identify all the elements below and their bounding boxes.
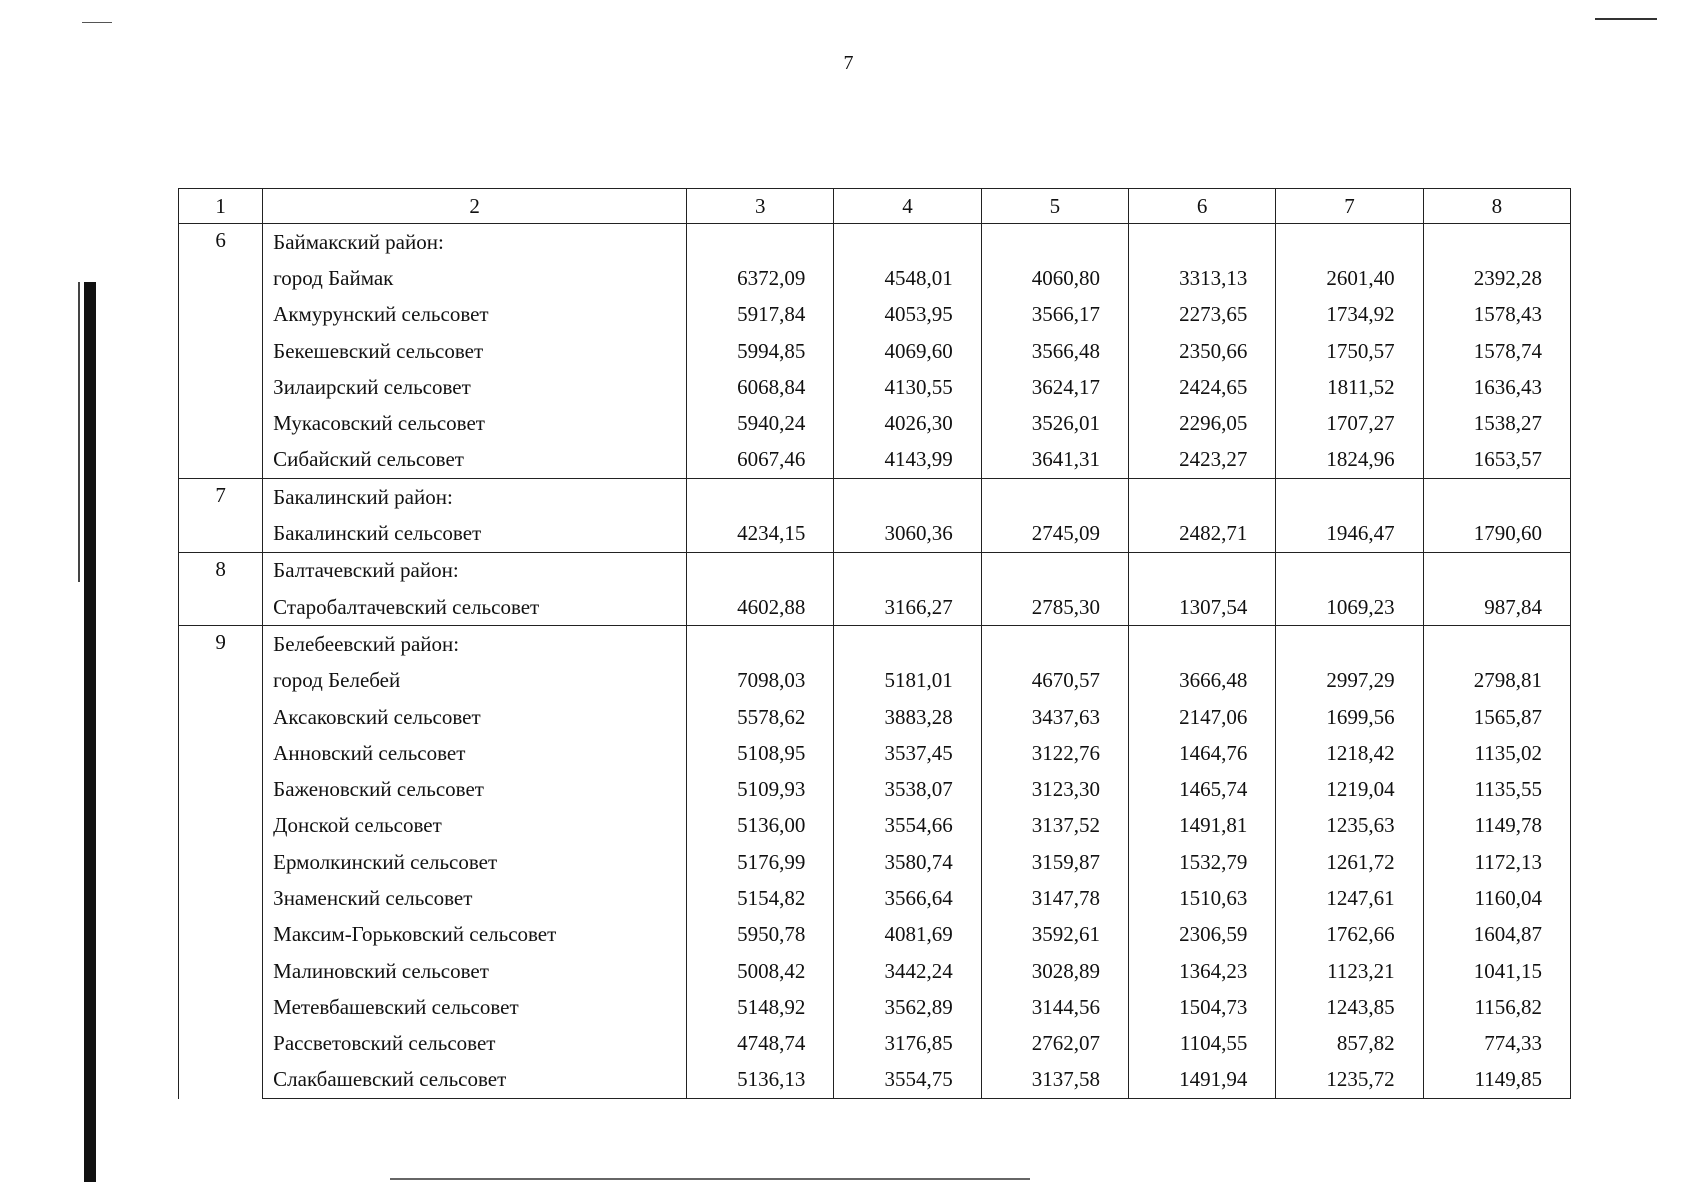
table-row xyxy=(179,917,1571,953)
district-number: 9 xyxy=(179,626,263,1099)
value-cell: 6372,09 xyxy=(687,260,834,296)
value-cell: 2745,09 xyxy=(981,515,1128,552)
value-cell: 5154,82 xyxy=(687,880,834,916)
settlement-name: Ермолкинский сельсовет xyxy=(263,844,687,880)
value-cell: 3580,74 xyxy=(834,844,981,880)
value-cell: 3566,64 xyxy=(834,880,981,916)
empty-cell xyxy=(834,479,981,516)
settlement-name: Мукасовский сельсовет xyxy=(263,405,687,441)
district-heading-row xyxy=(179,479,1571,516)
table-row xyxy=(179,699,1571,735)
value-cell: 1532,79 xyxy=(1129,844,1276,880)
value-cell: 1811,52 xyxy=(1276,369,1423,405)
value-cell: 1069,23 xyxy=(1276,589,1423,626)
value-cell: 1041,15 xyxy=(1423,953,1570,989)
value-cell: 3624,17 xyxy=(981,369,1128,405)
district-name: Баймакский район: xyxy=(263,224,687,261)
value-cell: 5136,00 xyxy=(687,808,834,844)
value-cell: 2147,06 xyxy=(1129,699,1276,735)
column-header: 3 xyxy=(687,189,834,224)
value-cell: 987,84 xyxy=(1423,589,1570,626)
value-cell: 3566,48 xyxy=(981,333,1128,369)
value-cell: 1538,27 xyxy=(1423,405,1570,441)
value-cell: 4670,57 xyxy=(981,663,1128,699)
column-header: 2 xyxy=(263,189,687,224)
value-cell: 4602,88 xyxy=(687,589,834,626)
table-row xyxy=(179,844,1571,880)
value-cell: 1504,73 xyxy=(1129,989,1276,1025)
settlement-name: Старобалтачевский сельсовет xyxy=(263,589,687,626)
settlement-name: Максим-Горьковский сельсовет xyxy=(263,917,687,953)
table-row xyxy=(179,1062,1571,1099)
value-cell: 1578,74 xyxy=(1423,333,1570,369)
value-cell: 2482,71 xyxy=(1129,515,1276,552)
value-cell: 6067,46 xyxy=(687,442,834,479)
value-cell: 1149,78 xyxy=(1423,808,1570,844)
empty-cell xyxy=(981,626,1128,663)
table-row xyxy=(179,735,1571,771)
district-group xyxy=(179,224,1571,479)
value-cell: 1699,56 xyxy=(1276,699,1423,735)
value-cell: 2601,40 xyxy=(1276,260,1423,296)
value-cell: 4130,55 xyxy=(834,369,981,405)
value-cell: 1734,92 xyxy=(1276,297,1423,333)
value-cell: 3122,76 xyxy=(981,735,1128,771)
value-cell: 1750,57 xyxy=(1276,333,1423,369)
value-cell: 5994,85 xyxy=(687,333,834,369)
value-cell: 7098,03 xyxy=(687,663,834,699)
value-cell: 2424,65 xyxy=(1129,369,1276,405)
value-cell: 1491,94 xyxy=(1129,1062,1276,1099)
settlement-name: Бакалинский сельсовет xyxy=(263,515,687,552)
value-cell: 3060,36 xyxy=(834,515,981,552)
settlement-name: Акмурунский сельсовет xyxy=(263,297,687,333)
district-number: 8 xyxy=(179,552,263,626)
value-cell: 5109,93 xyxy=(687,771,834,807)
district-number: 6 xyxy=(179,224,263,479)
value-cell: 1149,85 xyxy=(1423,1062,1570,1099)
value-cell: 1135,02 xyxy=(1423,735,1570,771)
district-group xyxy=(179,552,1571,626)
value-cell: 3537,45 xyxy=(834,735,981,771)
settlement-name: Бекешевский сельсовет xyxy=(263,333,687,369)
table-row xyxy=(179,1026,1571,1062)
empty-cell xyxy=(981,552,1128,589)
settlement-name: Метевбашевский сельсовет xyxy=(263,989,687,1025)
value-cell: 774,33 xyxy=(1423,1026,1570,1062)
value-cell: 3526,01 xyxy=(981,405,1128,441)
value-cell: 1604,87 xyxy=(1423,917,1570,953)
empty-cell xyxy=(1423,626,1570,663)
empty-cell xyxy=(834,552,981,589)
value-cell: 3538,07 xyxy=(834,771,981,807)
value-cell: 1156,82 xyxy=(1423,989,1570,1025)
settlement-name: Знаменский сельсовет xyxy=(263,880,687,916)
column-header: 7 xyxy=(1276,189,1423,224)
value-cell: 1172,13 xyxy=(1423,844,1570,880)
district-number: 7 xyxy=(179,479,263,553)
empty-cell xyxy=(1129,479,1276,516)
table-row xyxy=(179,663,1571,699)
value-cell: 3123,30 xyxy=(981,771,1128,807)
empty-cell xyxy=(981,224,1128,261)
value-cell: 3562,89 xyxy=(834,989,981,1025)
empty-cell xyxy=(1276,224,1423,261)
scan-bottom-line xyxy=(390,1178,1030,1180)
column-header: 8 xyxy=(1423,189,1570,224)
value-cell: 3166,27 xyxy=(834,589,981,626)
table-row xyxy=(179,369,1571,405)
value-cell: 5108,95 xyxy=(687,735,834,771)
value-cell: 1565,87 xyxy=(1423,699,1570,735)
scan-mark-top-left xyxy=(82,22,112,23)
value-cell: 2785,30 xyxy=(981,589,1128,626)
district-heading-row xyxy=(179,552,1571,589)
value-cell: 1261,72 xyxy=(1276,844,1423,880)
value-cell: 1104,55 xyxy=(1129,1026,1276,1062)
value-cell: 5578,62 xyxy=(687,699,834,735)
empty-cell xyxy=(1423,552,1570,589)
value-cell: 1762,66 xyxy=(1276,917,1423,953)
table-row xyxy=(179,405,1571,441)
value-cell: 5136,13 xyxy=(687,1062,834,1099)
value-cell: 5176,99 xyxy=(687,844,834,880)
value-cell: 6068,84 xyxy=(687,369,834,405)
empty-cell xyxy=(981,479,1128,516)
district-name: Бакалинский район: xyxy=(263,479,687,516)
value-cell: 1243,85 xyxy=(1276,989,1423,1025)
value-cell: 1465,74 xyxy=(1129,771,1276,807)
value-cell: 1510,63 xyxy=(1129,880,1276,916)
settlement-name: Донской сельсовет xyxy=(263,808,687,844)
value-cell: 2423,27 xyxy=(1129,442,1276,479)
value-cell: 3147,78 xyxy=(981,880,1128,916)
value-cell: 5181,01 xyxy=(834,663,981,699)
value-cell: 3159,87 xyxy=(981,844,1128,880)
value-cell: 2392,28 xyxy=(1423,260,1570,296)
value-cell: 1364,23 xyxy=(1129,953,1276,989)
value-cell: 3028,89 xyxy=(981,953,1128,989)
value-cell: 3137,58 xyxy=(981,1062,1128,1099)
table-row xyxy=(179,515,1571,552)
value-cell: 1824,96 xyxy=(1276,442,1423,479)
column-header: 1 xyxy=(179,189,263,224)
value-cell: 1219,04 xyxy=(1276,771,1423,807)
empty-cell xyxy=(1423,479,1570,516)
empty-cell xyxy=(687,552,834,589)
value-cell: 3666,48 xyxy=(1129,663,1276,699)
value-cell: 3144,56 xyxy=(981,989,1128,1025)
value-cell: 4081,69 xyxy=(834,917,981,953)
empty-cell xyxy=(687,224,834,261)
settlement-name: Баженовский сельсовет xyxy=(263,771,687,807)
data-table xyxy=(178,188,1571,1099)
settlement-name: город Баймак xyxy=(263,260,687,296)
value-cell: 3883,28 xyxy=(834,699,981,735)
value-cell: 1123,21 xyxy=(1276,953,1423,989)
value-cell: 5917,84 xyxy=(687,297,834,333)
empty-cell xyxy=(1129,552,1276,589)
settlement-name: Зилаирский сельсовет xyxy=(263,369,687,405)
table-row xyxy=(179,297,1571,333)
value-cell: 4548,01 xyxy=(834,260,981,296)
table-row xyxy=(179,333,1571,369)
settlement-name: город Белебей xyxy=(263,663,687,699)
value-cell: 2997,29 xyxy=(1276,663,1423,699)
value-cell: 1247,61 xyxy=(1276,880,1423,916)
column-header: 6 xyxy=(1129,189,1276,224)
value-cell: 857,82 xyxy=(1276,1026,1423,1062)
value-cell: 1307,54 xyxy=(1129,589,1276,626)
district-group xyxy=(179,479,1571,553)
value-cell: 3566,17 xyxy=(981,297,1128,333)
value-cell: 3437,63 xyxy=(981,699,1128,735)
value-cell: 3554,75 xyxy=(834,1062,981,1099)
value-cell: 5008,42 xyxy=(687,953,834,989)
column-header: 4 xyxy=(834,189,981,224)
value-cell: 3137,52 xyxy=(981,808,1128,844)
value-cell: 5148,92 xyxy=(687,989,834,1025)
value-cell: 3554,66 xyxy=(834,808,981,844)
page-number: 7 xyxy=(843,52,854,74)
empty-cell xyxy=(687,626,834,663)
empty-cell xyxy=(1129,626,1276,663)
empty-cell xyxy=(834,626,981,663)
value-cell: 1790,60 xyxy=(1423,515,1570,552)
value-cell: 1946,47 xyxy=(1276,515,1423,552)
value-cell: 1160,04 xyxy=(1423,880,1570,916)
value-cell: 1491,81 xyxy=(1129,808,1276,844)
district-name: Белебеевский район: xyxy=(263,626,687,663)
value-cell: 1653,57 xyxy=(1423,442,1570,479)
settlement-name: Сибайский сельсовет xyxy=(263,442,687,479)
value-cell: 4069,60 xyxy=(834,333,981,369)
value-cell: 2798,81 xyxy=(1423,663,1570,699)
value-cell: 4060,80 xyxy=(981,260,1128,296)
district-heading-row xyxy=(179,626,1571,663)
value-cell: 2296,05 xyxy=(1129,405,1276,441)
empty-cell xyxy=(1276,626,1423,663)
value-cell: 3176,85 xyxy=(834,1026,981,1062)
value-cell: 2762,07 xyxy=(981,1026,1128,1062)
district-name: Балтачевский район: xyxy=(263,552,687,589)
value-cell: 2306,59 xyxy=(1129,917,1276,953)
table-row xyxy=(179,808,1571,844)
empty-cell xyxy=(834,224,981,261)
empty-cell xyxy=(1423,224,1570,261)
scan-mark-top-right xyxy=(1595,18,1657,20)
value-cell: 1636,43 xyxy=(1423,369,1570,405)
table-row xyxy=(179,880,1571,916)
value-cell: 4748,74 xyxy=(687,1026,834,1062)
value-cell: 2273,65 xyxy=(1129,297,1276,333)
value-cell: 1578,43 xyxy=(1423,297,1570,333)
district-heading-row xyxy=(179,224,1571,261)
value-cell: 1135,55 xyxy=(1423,771,1570,807)
settlement-name: Рассветовский сельсовет xyxy=(263,1026,687,1062)
settlement-name: Аксаковский сельсовет xyxy=(263,699,687,735)
column-number-row xyxy=(179,189,1571,224)
empty-cell xyxy=(687,479,834,516)
value-cell: 1707,27 xyxy=(1276,405,1423,441)
scan-edge-line xyxy=(78,282,80,582)
empty-cell xyxy=(1276,479,1423,516)
value-cell: 3641,31 xyxy=(981,442,1128,479)
table-row xyxy=(179,442,1571,479)
district-group xyxy=(179,626,1571,1099)
settlement-name: Слакбашевский сельсовет xyxy=(263,1062,687,1099)
empty-cell xyxy=(1276,552,1423,589)
value-cell: 3442,24 xyxy=(834,953,981,989)
value-cell: 1235,63 xyxy=(1276,808,1423,844)
value-cell: 1464,76 xyxy=(1129,735,1276,771)
table-row xyxy=(179,260,1571,296)
table-row xyxy=(179,589,1571,626)
value-cell: 3592,61 xyxy=(981,917,1128,953)
value-cell: 4234,15 xyxy=(687,515,834,552)
value-cell: 5950,78 xyxy=(687,917,834,953)
value-cell: 5940,24 xyxy=(687,405,834,441)
value-cell: 4053,95 xyxy=(834,297,981,333)
value-cell: 4143,99 xyxy=(834,442,981,479)
empty-cell xyxy=(1129,224,1276,261)
value-cell: 2350,66 xyxy=(1129,333,1276,369)
settlement-name: Малиновский сельсовет xyxy=(263,953,687,989)
table-row xyxy=(179,771,1571,807)
column-header: 5 xyxy=(981,189,1128,224)
value-cell: 1218,42 xyxy=(1276,735,1423,771)
scan-edge-bar xyxy=(84,282,96,1182)
table-row xyxy=(179,953,1571,989)
value-cell: 4026,30 xyxy=(834,405,981,441)
value-cell: 3313,13 xyxy=(1129,260,1276,296)
table-row xyxy=(179,989,1571,1025)
settlement-name: Анновский сельсовет xyxy=(263,735,687,771)
value-cell: 1235,72 xyxy=(1276,1062,1423,1099)
